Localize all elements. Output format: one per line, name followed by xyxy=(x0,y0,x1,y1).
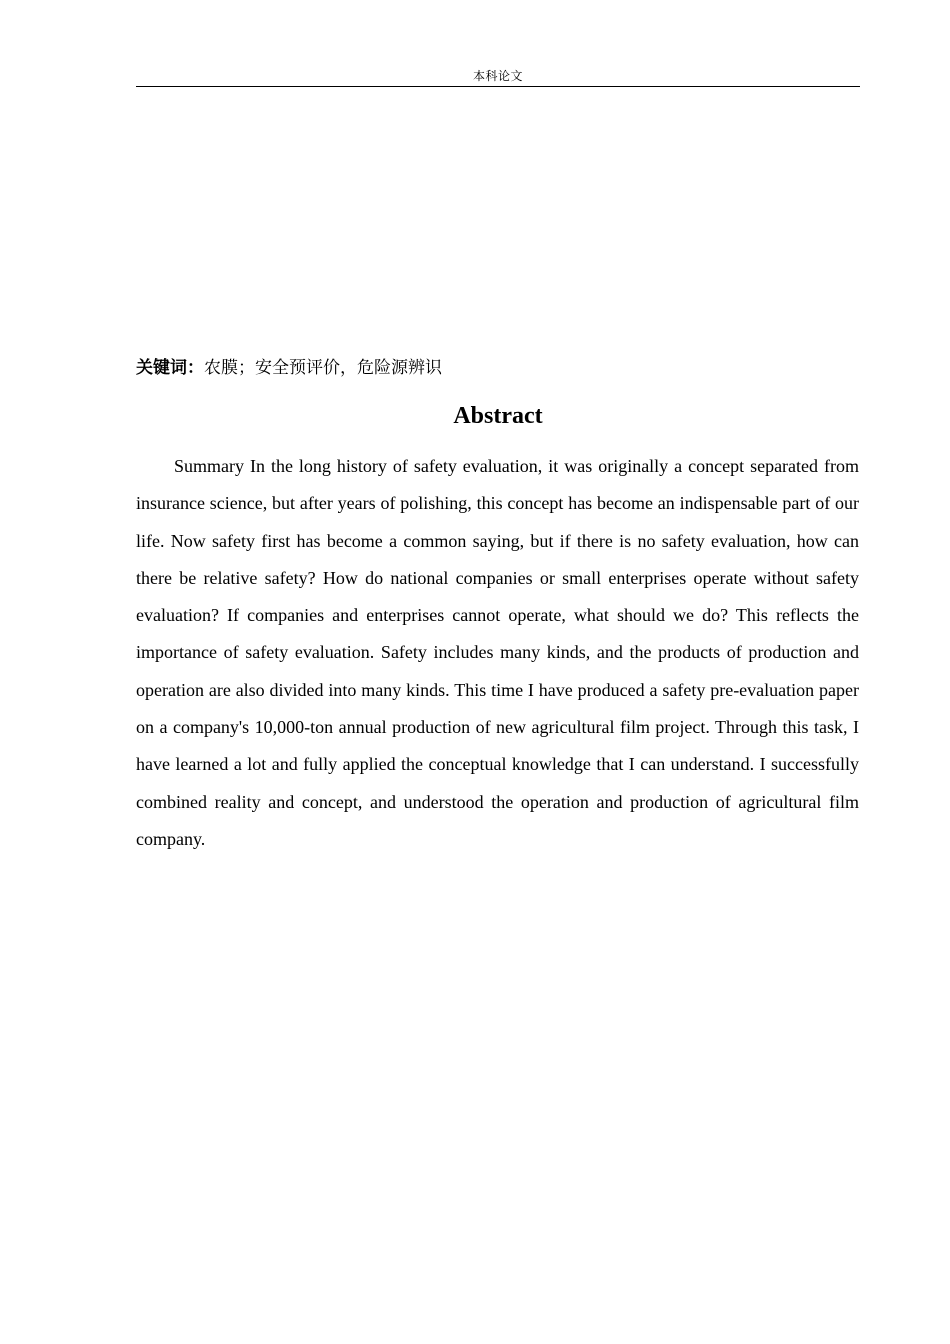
keywords-value: 农膜；安全预评价，危险源辨识 xyxy=(204,358,442,378)
running-header-title: 本科论文 xyxy=(472,69,523,83)
running-header xyxy=(136,66,860,87)
abstract-title: Abstract xyxy=(453,403,543,429)
keywords-label: 关键词： xyxy=(136,358,204,378)
abstract-body: Summary In the long history of safety evaluation, it was originally a concept separated from insurance science, but after years of polishing, this concept has become an indispensable part of our life. Now safety first has become a common saying, but if there is no safety evaluation, how can there be relative safety? How do national companies or small enterprises operate without safety evaluation? If companies and enterprises cannot operate, what should we do? This reflects the importance of safety evaluation. Safety includes many kinds, and the products of production and operation are also divided into many kinds. This time I have produced a safety pre-evaluation paper on a company's 10,000-ton annual production of new agricultural film project. Through this task, I have learned a lot and fully applied the conceptual knowledge that I can understand. I successfully combined reality and concept, and understood the operation and production of agricultural film company. xyxy=(136,456,859,849)
keywords-line xyxy=(136,355,860,381)
